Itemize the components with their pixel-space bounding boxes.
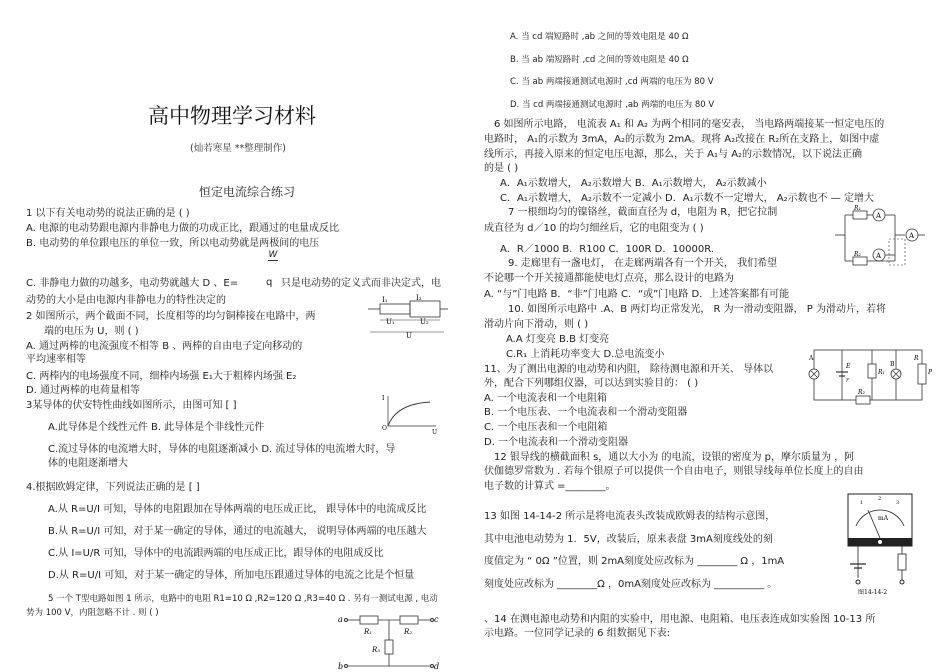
q10-option-ab: A.A 灯变亮 B.B 灯变亮 [506, 334, 610, 345]
q14-stem: 、14 在测电源电动势和内阻的实验中，用电源、电阻箱、电压表连成如实验图 10-13 所 [484, 614, 876, 625]
q5-option-d: D. 当 cd 两端接通测试电源时 ,ab 两端的电压为 80 V [510, 100, 715, 110]
q4-option-b: B.从 R=U/I 可知，对于某一确定的导体，通过的电流越大， 说明导体两端的电压越大 [48, 526, 427, 537]
q2-stem-cont: 端的电压为 U，则 ( ) [44, 326, 139, 337]
svg-text:b: b [338, 662, 344, 671]
q4-option-a: A.从 R=U/I 可知，导体的电阻跟加在导体两端的电压成正比， 跟导体中的电流成反比 [48, 504, 427, 515]
ammeter-circuit-figure [835, 205, 925, 267]
svg-text:R₂: R₂ [858, 389, 865, 396]
q11-stem: 11、为了测出电源的电动势和内阻， 除待测电源和开关、 导体以 [484, 364, 774, 375]
q13-stem: 13 如图 14-14-2 所示是将电流表头改装成欧姆表的结构示意图， [484, 511, 776, 522]
author-line: (灿若寒星 **整理制作) [190, 143, 286, 154]
q2-option-d: D. 通过两棒的电荷量相等 [26, 385, 141, 396]
q7-stem-2: 成直径为 d／10 的均匀细丝后，它的电阻变为 ( ) [484, 223, 704, 234]
svg-text:R₁: R₁ [854, 205, 861, 212]
q1-option-a: A. 电源的电动势跟电源内非静电力做的功成正比，跟通过的电量成反比 [26, 223, 340, 234]
q1-fraction: W [268, 250, 278, 260]
svg-text:a: a [338, 615, 343, 624]
q5-stem-cont: 势为 100 V，内阻忽略不计 . 则 ( ) [26, 608, 159, 618]
q1-option-d-cont2: 动势的大小是由电源内非静电力的特性决定的 [26, 295, 226, 306]
q-symbol: q [266, 277, 273, 288]
q6-stem: 6 如图所示电路， 电流表 A₁ 和 A₂ 为两个相同的毫安表， 当电路两端接某一恒定电压的 [494, 119, 885, 130]
page-title: 高中物理学习材料 [148, 104, 316, 128]
q14-stem-2: 示电路。一位同学记录的 6 组数据见下表: [484, 628, 671, 639]
svg-text:R₂: R₂ [854, 251, 861, 258]
q10-stem-2: 滑动片向下滑动，则 ( ) [484, 319, 589, 330]
q3-option-d-cont: 体的电阻逐渐增大 [48, 458, 128, 469]
q9-stem: 9. 走廊里有一盏电灯， 在走廊两端各有一个开关， 我们希望 [508, 258, 778, 269]
svg-text:r: r [846, 377, 849, 384]
svg-text:U: U [432, 429, 438, 436]
q4-option-c: C.从 I=U/R 可知，导体中的电流跟两端的电压成正比，跟导体的电阻成反比 [48, 548, 384, 559]
svg-text:U₂: U₂ [420, 318, 429, 326]
svg-text:P: P [928, 369, 933, 376]
q11-option-a: A. 一个电流表和一个电阻箱 [484, 393, 608, 404]
section-title: 恒定电流综合练习 [199, 185, 296, 199]
q2-option-b-cont: 平均速率相等 [26, 354, 86, 365]
svg-text:R₃: R₃ [372, 646, 381, 654]
svg-text:A: A [876, 252, 882, 260]
q2-option-ab: A. 通过两棒的电流强度不相等 B 、两棒的自由电子定向移动的 [26, 341, 303, 352]
iu-curve-figure [380, 395, 438, 436]
svg-text:2: 2 [878, 496, 882, 502]
q12-stem: 12 银导线的横截面积 s，通以大小为 的电流，设银的密度为 p，摩尔质量为 ，阿 [494, 452, 855, 463]
q3-option-cd: C.流过导体的电流增大时，导体的电阻逐渐减小 D. 流过导体的电流增大时，导 [48, 444, 396, 455]
q4-option-d: D.从 R=U/I 可知，对于某一确定的导体，所加电压跟通过导体的电流之比是个恒量 [48, 570, 415, 581]
q2-stem: 2 如图所示，两个截面不同，长度相等的均匀铜棒接在电路中，两 [26, 311, 316, 322]
svg-text:R₂: R₂ [404, 628, 413, 636]
q7-options: A．R／1000 B．R100 C．100R D．10000R. [500, 244, 714, 255]
svg-text:A: A [876, 212, 882, 220]
q5-option-c: C. 当 ab 两端接通测试电源时 ,cd 两端的电压为 80 V [510, 77, 714, 87]
rods-figure [368, 296, 448, 340]
svg-text:O: O [382, 425, 387, 432]
svg-text:R₁: R₁ [878, 369, 885, 376]
q1-option-cd: C. 非静电力做的功越多，电动势就越大 D 、E= [26, 278, 239, 289]
q13-stem-4: 刻度处应改标为 ________Ω ，0mA刻度处应改标为 __________ 。 [484, 579, 778, 590]
ohmmeter-figure [840, 486, 922, 598]
q13-stem-3: 度值定为 “ 0Ω ”位置，则 2mA刻度处应改标为 ________ Ω ，1mA [484, 556, 785, 567]
svg-text:B: B [890, 361, 895, 368]
q3-stem: 3某导体的伏安特性曲线如图所示，由图可知 [ ] [26, 400, 237, 411]
q6-option-cd: C．A₁示数增大， A₂示数不一定减小 D．A₁示数不一定增大， A₂示数也不 — 定增大 [500, 193, 874, 204]
lamp-circuit-figure [808, 346, 933, 408]
svg-text:c: c [434, 615, 439, 624]
q6-stem-3: 线所示，再接入原来的恒定电压电源，那么，关于 A₁与 A₂的示数情况，以下说法正确 [484, 149, 863, 160]
q1-option-d-cont: 只是电动势的定义式而非决定式，电 [281, 278, 441, 289]
q11-option-b: B. 一个电压表、一个电流表和一个滑动变阻器 [484, 407, 688, 418]
svg-text:R: R [914, 355, 919, 362]
q5-option-a: A. 当 cd 端短路时 ,ab 之间的等效电阻是 40 Ω [510, 32, 689, 42]
svg-text:I: I [382, 395, 385, 402]
q10-stem: 10. 如图所示电路中 .A、B 两灯均正常发光， R 为一滑动变阻器， P 为滑动片，若将 [508, 304, 887, 315]
q9-options: A. “与”门电路 B．“非”门电路 C．“或”门电路 D．上述答案都有可能 [484, 289, 790, 300]
q11-stem-2: 外，配合下列哪组仪器，可以达到实验目的： ( ) [484, 378, 699, 389]
svg-text:R₁: R₁ [364, 628, 373, 636]
svg-text:A: A [909, 232, 915, 240]
q6-stem-4: 的是 ( ) [484, 163, 519, 174]
figure-caption: 图14-14-2 [858, 589, 888, 596]
svg-text:mA: mA [878, 515, 889, 522]
q1-option-b: B. 电动势的单位跟电压的单位一致，所以电动势就是两极间的电压 [26, 238, 320, 249]
svg-text:U: U [406, 332, 412, 340]
svg-text:A: A [809, 355, 814, 362]
q13-stem-2: 其中电池电动势为 1．5V，改装后，原来表盘 3mA刻度线处的刻 [484, 534, 773, 545]
q6-stem-2: 电路时， A₁的示数为 3mA，A₂的示数为 2mA。现将 A₂改接在 R₂所在支路上，如图中虚 [484, 134, 880, 145]
svg-text:E: E [846, 363, 851, 370]
t-circuit-figure [338, 612, 440, 671]
q11-option-d: D. 一个电流表和一个滑动变阻器 [484, 437, 629, 448]
svg-text:U₁: U₁ [386, 318, 395, 326]
q4-stem: 4.根据欧姆定律，下列说法正确的是 [ ] [26, 482, 200, 493]
q6-option-ab: A．A₁示数增大， A₂示数增大 B．A₁示数增大， A₂示数减小 [500, 178, 767, 189]
q2-option-c: C. 两棒内的电场强度不同，细棒内场强 E₁大于粗棒内场强 E₂ [26, 371, 297, 382]
q10-option-cd: C.R₁ 上消耗功率变大 D.总电流变小 [506, 349, 665, 360]
q5-stem: 5 一个 T型电路如图 1 所示，电路中的电阻 R1=10 Ω ,R2=120 Ω ,R3=40 Ω . 另有一测试电源 , 电动 [48, 594, 438, 604]
svg-text:I₁: I₁ [382, 296, 388, 304]
q5-option-b: B. 当 ab 端短路时 ,cd 之间的等效电阻是 40 Ω [510, 55, 689, 65]
q12-stem-3: 电子数的计算式 =________。 [484, 481, 616, 492]
q3-option-ab: A.此导体是个线性元件 B. 此导体是个非线性元件 [48, 422, 265, 433]
q1-stem: 1 以下有关电动势的说法正确的是 ( ) [26, 208, 190, 219]
svg-text:1: 1 [860, 500, 864, 506]
q9-stem-2: 不论哪一个开关接通都能使电灯点亮，那么设计的电路为 [484, 273, 734, 284]
q7-stem: 7 一根细均匀的镍铬丝，截面直径为 d，电阻为 R，把它拉制 [508, 207, 778, 218]
q12-stem-2: 伏伽德罗常数为 . 若每个银原子可以提供一个自由电子，则银导线每单位长度上的自由 [484, 466, 864, 477]
svg-text:d: d [434, 662, 440, 671]
q11-option-c: C. 一个电压表和一个电阻箱 [484, 422, 608, 433]
svg-text:I₂: I₂ [416, 294, 422, 302]
svg-text:3: 3 [896, 500, 900, 506]
